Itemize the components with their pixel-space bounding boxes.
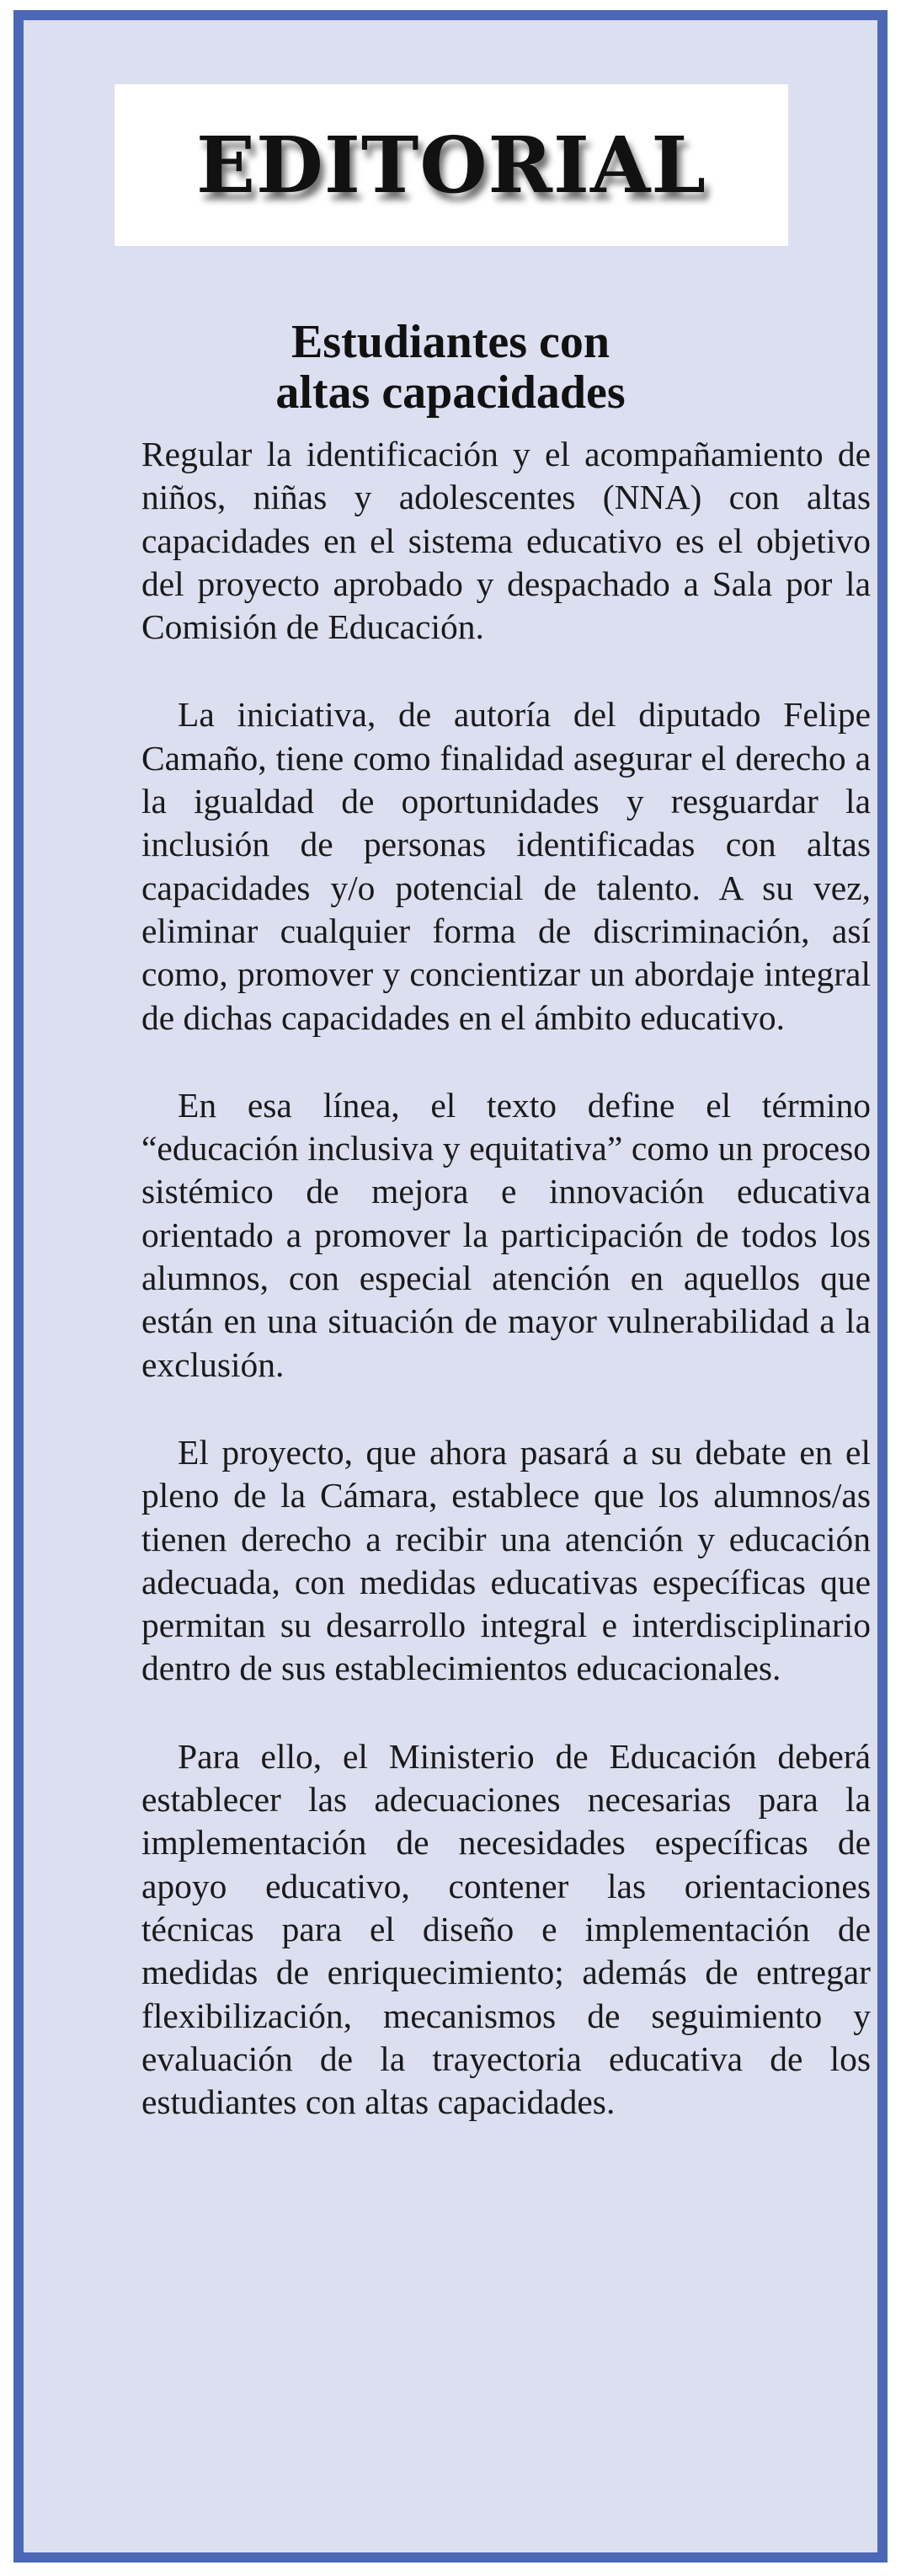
article-headline	[24, 317, 877, 418]
editorial-frame	[13, 10, 888, 2563]
editorial-header-box	[115, 84, 788, 246]
article-paragraph: Regular la identificación y el acompañamiento de niños, niñas y adolescentes (NNA) con altas capacidades en el sistema educativo es el objetivo del proyecto aprobado y despachado a Sala por la Comisión de Educación.	[141, 435, 871, 647]
editorial-title: EDITORIAL	[195, 120, 707, 211]
headline-line-1: Estudiantes con	[291, 316, 610, 368]
article-paragraph: En esa línea, el texto define el término “educación inclusiva y equitativa” como un proceso sistémico de mejora e innovación educativa orientado a promover la participación de todos los alumnos, con especial atención en aquellos que están en una situación de mayor vulnerabilidad a la exclusión.	[141, 1085, 871, 1384]
article-paragraph: La iniciativa, de autoría del diputado Felipe Camaño, tiene como finalidad asegurar el derecho a la igualdad de oportunidades y resguardar la inclusión de personas identificadas con altas capacidades y/o potencial de talento. A su vez, eliminar cualquier forma de discriminación, así como, promover y concientizar un abordaje integral de dichas capacidades en el ámbito educativo.	[141, 695, 871, 1037]
article-body	[141, 433, 871, 2168]
article-paragraph: Para ello, el Ministerio de Educación deberá establecer las adecuaciones necesarias para la implementación de necesidades específicas de apoyo educativo, contener las orientaciones técnicas para el diseño e implementación de medidas de enriquecimiento; además de entregar flexibilización, mecanismos de seguimiento y evaluación de la trayectoria educativa de los estudiantes con altas capacidades.	[141, 1736, 871, 2122]
article-paragraph: El proyecto, que ahora pasará a su debate en el pleno de la Cámara, establece que los alumnos/as tienen derecho a recibir una atención y educación adecuada, con medidas educativas específicas que permitan su desarrollo integral e interdisciplinario dentro de sus establecimientos educacionales.	[141, 1432, 871, 1688]
headline-line-2: altas capacidades	[275, 366, 626, 419]
